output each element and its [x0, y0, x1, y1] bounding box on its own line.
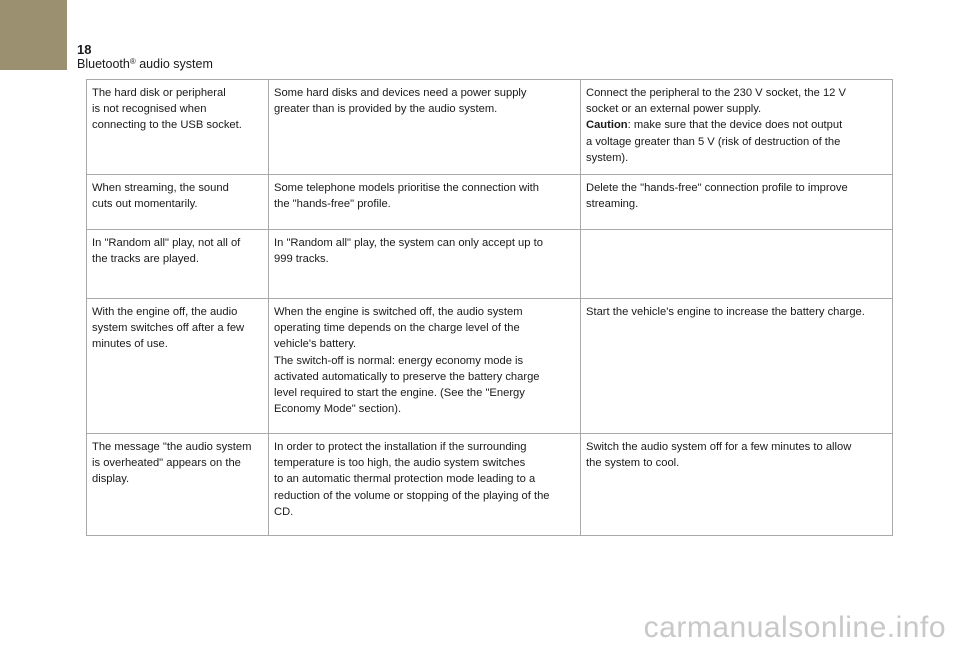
text-line: The hard disk or peripheral: [92, 87, 226, 99]
text-line: When streaming, the sound: [92, 182, 229, 194]
text-line: When the engine is switched off, the audio system: [274, 306, 523, 318]
text-line: : make sure that the device does not output: [627, 119, 843, 132]
text-line: the "hands-free" profile.: [274, 198, 391, 211]
text-line: reduction of the volume or stopping of the playing of the: [274, 489, 550, 502]
text-line: Some telephone models prioritise the connection with: [274, 182, 539, 194]
problem-cell: [87, 299, 269, 434]
text-line: Delete the "hands-free" connection profile to improve: [586, 182, 848, 194]
text-line: In order to protect the installation if the surrounding: [274, 441, 527, 453]
cause-cell: [269, 230, 581, 299]
troubleshooting-table: [86, 79, 893, 536]
solution-cell: [581, 299, 893, 434]
text-line: Some hard disks and devices need a power supply: [274, 87, 527, 99]
text-line: With the engine off, the audio: [92, 306, 238, 318]
problem-cell: [87, 175, 269, 230]
solution-cell: [581, 175, 893, 230]
text-line: The message "the audio system: [92, 441, 252, 453]
text-line: The switch-off is normal: energy economy mode is: [274, 354, 524, 367]
watermark: carmanualsonline.info: [643, 611, 946, 644]
table-row: [87, 230, 893, 299]
text-line: greater than is provided by the audio system.: [274, 103, 498, 116]
text-line: system switches off after a few: [92, 322, 245, 335]
text-line: is not recognised when: [92, 103, 207, 116]
table-row: [87, 80, 893, 175]
section-title-text: Bluetooth: [77, 57, 130, 71]
text-line: activated automatically to preserve the battery charge: [274, 370, 540, 383]
caution-line: [586, 117, 888, 133]
text-line: minutes of use.: [92, 338, 168, 351]
text-line: operating time depends on the charge level of the: [274, 322, 520, 335]
text-line: socket or an external power supply.: [586, 103, 762, 116]
text-line: vehicle's battery.: [274, 338, 357, 351]
text-line: In "Random all" play, not all of: [92, 237, 241, 249]
text-line: system).: [586, 151, 629, 164]
text-line: Connect the peripheral to the 230 V socket, the 12 V: [586, 87, 846, 99]
text-line: to an automatic thermal protection mode leading to a: [274, 473, 536, 486]
text-line: 999 tracks.: [274, 253, 329, 266]
text-line: Switch the audio system off for a few minutes to allow: [586, 441, 852, 453]
page-number: 18: [77, 42, 92, 57]
text-line: the system to cool.: [586, 457, 680, 470]
problem-cell: [87, 434, 269, 536]
solution-cell: [581, 80, 893, 175]
text-line: cuts out momentarily.: [92, 198, 198, 211]
registered-mark: ®: [129, 57, 136, 66]
text-line: display.: [92, 473, 130, 486]
cause-cell: [269, 434, 581, 536]
problem-cell: [87, 230, 269, 299]
text-line: the tracks are played.: [92, 253, 199, 266]
cause-cell: [269, 299, 581, 434]
table-row: [87, 434, 893, 536]
section-title: [77, 57, 213, 72]
text-line: In "Random all" play, the system can only accept up to: [274, 237, 543, 249]
text-line: connecting to the USB socket.: [92, 119, 242, 132]
corner-tab: [0, 0, 67, 70]
cause-cell: [269, 80, 581, 175]
text-line: streaming.: [586, 198, 639, 211]
cause-cell: [269, 175, 581, 230]
table-row: [87, 299, 893, 434]
caution-label: Caution: [586, 119, 628, 132]
text-line: a voltage greater than 5 V (risk of destruction of the: [586, 135, 841, 148]
solution-cell: [581, 434, 893, 536]
text-line: Economy Mode" section).: [274, 403, 402, 416]
problem-cell: [87, 80, 269, 175]
text-line: is overheated" appears on the: [92, 457, 241, 470]
section-title-rest: audio system: [135, 57, 213, 71]
text-line: temperature is too high, the audio system switches: [274, 457, 526, 470]
text-line: Start the vehicle's engine to increase the battery charge.: [586, 306, 865, 318]
text-line: level required to start the engine. (See the "Energy: [274, 387, 525, 400]
solution-cell: [581, 230, 893, 299]
table-row: [87, 175, 893, 230]
text-line: CD.: [274, 505, 294, 518]
